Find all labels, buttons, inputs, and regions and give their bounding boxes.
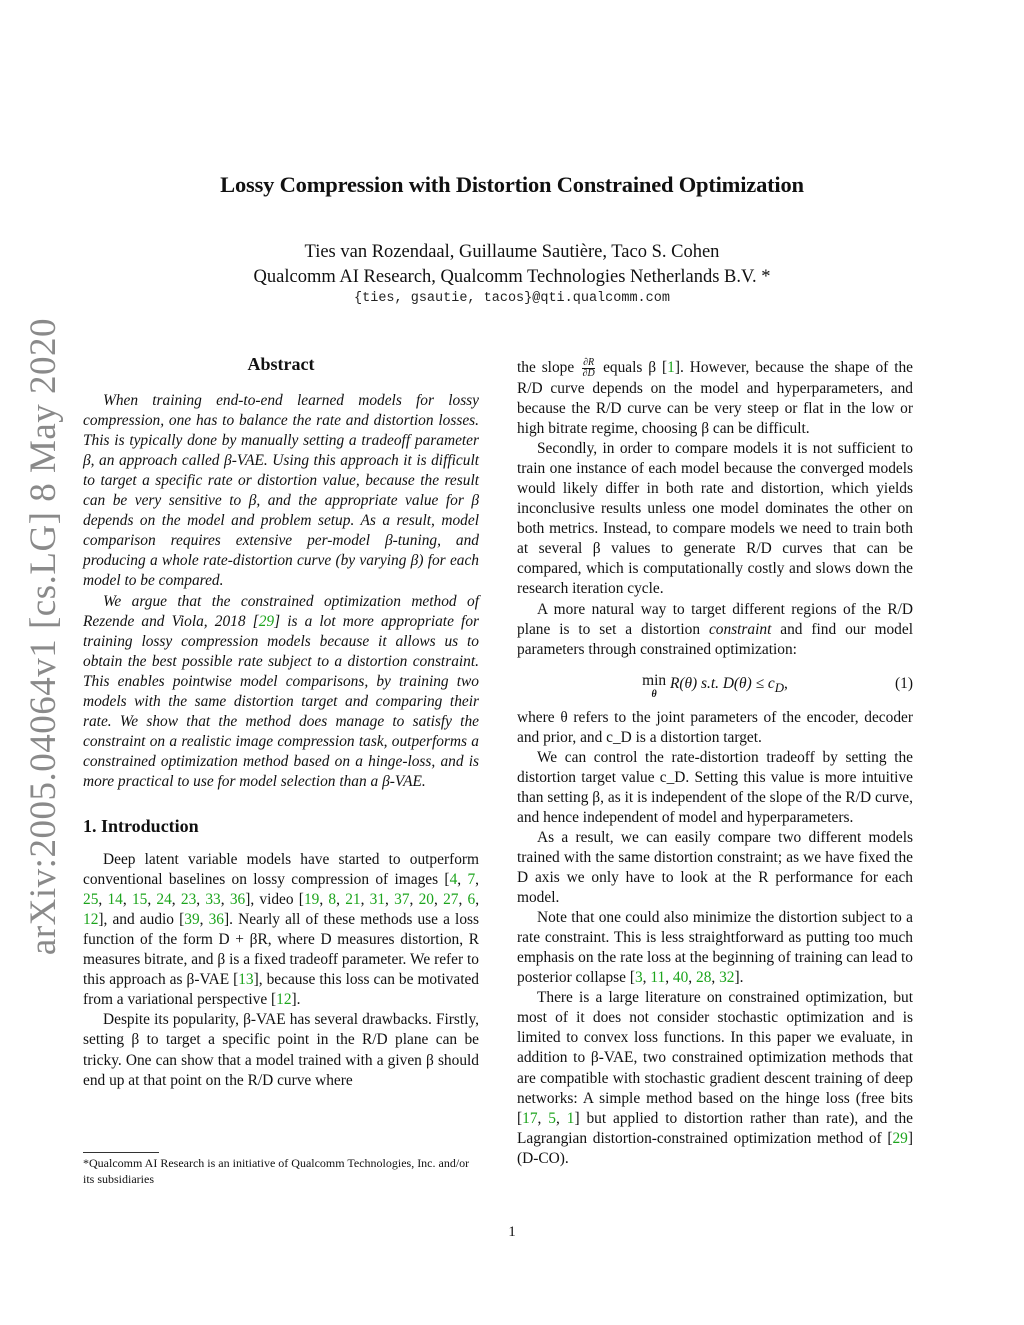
slope-fraction: $\frac{\partial R}{\partial D}$ xyxy=(582,357,595,379)
citation-link[interactable]: 36 xyxy=(229,891,246,909)
citation-link[interactable]: 11 xyxy=(650,969,666,987)
abstract-paragraph: When training end-to-end learned models for lossy compression, one has to balance the rate and distortion losses. This is typically done by manually setting a tradeoff parameter β, an approach called β-VAE. Using this approach it is difficult to target a specific rate or distortion value, because the result can be very sensitive to β, and the appropriate value for β depends on the model and problem setup. As a result, model comparison requires extensive per-model β-tuning, and producing a whole rate-distortion curve (by varying β) for each model to be compared. xyxy=(83,392,479,590)
citation-link[interactable]: 33 xyxy=(205,891,221,909)
body-paragraph: where θ refers to the joint parameters of the encoder, decoder and prior, and c_D is a distortion target. xyxy=(517,708,913,746)
citation-link[interactable]: 25 xyxy=(83,891,99,909)
citation-link[interactable]: 3 xyxy=(634,969,643,987)
left-column xyxy=(83,354,479,1091)
section-heading: 1. Introduction xyxy=(83,815,199,836)
citation-link[interactable]: 6 xyxy=(467,891,476,909)
intro-paragraph: Despite its popularity, β-VAE has several drawbacks. Firstly, setting β to target a specific point in the R/D plane can be tricky. One can show that a model trained with a given β should end up at that point on the R/D curve where xyxy=(83,1011,479,1089)
citation-link[interactable]: 31 xyxy=(369,891,386,909)
citation-link[interactable]: 1 xyxy=(566,1109,575,1127)
citation-link[interactable]: 36 xyxy=(208,911,224,929)
equation-number: (1) xyxy=(895,674,913,692)
citation-link[interactable]: 37 xyxy=(394,891,410,909)
citation-link[interactable]: 39 xyxy=(184,911,200,929)
body-paragraph: the slope $\frac{\partial R}{\partial D}$ equals β [1]. However, because the shape of the R/D curve depends on the model and hyperparameters, and because the R/D curve can be very steep or flat in the low or high bitrate regime, choosing β can be difficult. xyxy=(517,357,913,438)
paper-title: Lossy Compression with Distortion Constrained Optimization xyxy=(220,172,804,197)
footnote: *Qualcomm AI Research is an initiative of Qualcomm Technologies, Inc. and/or its subsidiaries xyxy=(83,1156,470,1186)
citation-link[interactable]: 29 xyxy=(892,1129,908,1147)
citation-link[interactable]: 29 xyxy=(258,612,275,630)
author-email: {ties, gsautie, tacos}@qti.qualcomm.com xyxy=(354,291,670,306)
citation-link[interactable]: 40 xyxy=(672,969,689,987)
citation-link[interactable]: 13 xyxy=(238,971,254,989)
citation-link[interactable]: 15 xyxy=(131,891,148,909)
citation-link[interactable]: 20 xyxy=(418,891,434,909)
abstract-heading: Abstract xyxy=(247,354,315,374)
body-paragraph: A more natural way to target different regions of the R/D plane is to set a distortion constraint and find our model parameters through constrained optimization: xyxy=(517,600,913,658)
body-paragraph: Note that one could also minimize the distortion subject to a rate constraint. This is less straightforward as putting too much emphasis on the rate loss at the beginning of training can lead to posterior collapse [3, 11, 40, 28, 32]. xyxy=(517,909,913,987)
citation-link[interactable]: 12 xyxy=(83,911,99,929)
equation-1: min θ R(θ) s.t. $D(\theta) \le c_D$, (1) xyxy=(642,671,913,700)
page-number: 1 xyxy=(508,1224,516,1240)
body-paragraph: Secondly, in order to compare models it is not sufficient to train one instance of each model because the converged models would likely differ in both rate and distortion, which yields inconclusive results unless one model dominates the other on both metrics. Instead, to compare models we need to train both at several β values to generate R/D curves that can be compared, which is computationally costly and slows down the research iteration cycle. xyxy=(517,440,913,598)
citation-link[interactable]: 19 xyxy=(303,891,320,909)
footnote-rule xyxy=(83,1152,159,1153)
arxiv-stamp: arXiv:2005.04064v1 [cs.LG] 8 May 2020 xyxy=(23,317,65,955)
abstract-paragraph: We argue that the constrained optimization method of Rezende and Viola, 2018 [29] is a lot more appropriate for training lossy compression models because it allows us to obtain the best possible rate subject to a distortion constraint. This enables pointwise model comparisons, by training two models with the same distortion target and comparing their rate. We show that the method does manage to satisfy the constraint on a realistic image compression task, outperforms a constrained optimization method based on a hinge-loss, and is more practical to use for model selection than a β-VAE. xyxy=(83,592,480,790)
citation-link[interactable]: 14 xyxy=(107,891,123,909)
equation-min-operator: min θ xyxy=(642,671,667,700)
right-column xyxy=(517,358,913,1169)
author-block xyxy=(0,240,1024,290)
citation-link[interactable]: 12 xyxy=(276,991,292,1009)
affiliation: Qualcomm AI Research, Qualcomm Technologies Netherlands B.V. * xyxy=(253,267,771,287)
citation-link[interactable]: 24 xyxy=(156,891,172,909)
citation-link[interactable]: 27 xyxy=(443,891,459,909)
citation-link[interactable]: 5 xyxy=(548,1109,556,1127)
body-paragraph: There is a large literature on constrained optimization, but most of it does not consider stochastic optimization and is limited to convex loss functions. In this paper we evaluate, in addition to β-VAE, two constrained optimization methods that are compatible with stochastic gradient descent training of deep networks: A simple method based on the hinge loss (free bits [17, 5, 1] but applied to distortion rather than rate), and the Lagrangian distortion-constrained optimization method of [29] (D-CO). xyxy=(517,989,913,1167)
body-paragraph: As a result, we can easily compare two different models trained with the same distortion constraint; as we have fixed the D axis we only have to look at the R performance for each model. xyxy=(517,828,913,907)
citation-link[interactable]: 17 xyxy=(522,1109,538,1127)
citation-link[interactable]: 23 xyxy=(180,891,197,909)
citation-link[interactable]: 32 xyxy=(719,969,735,987)
citation-link[interactable]: 7 xyxy=(467,871,476,889)
citation-link[interactable]: 21 xyxy=(345,891,361,909)
citation-link[interactable]: 28 xyxy=(696,969,712,987)
abstract xyxy=(83,391,479,792)
citation-link[interactable]: 1 xyxy=(667,359,675,377)
body-paragraph: We can control the rate-distortion tradeoff by setting the distortion target value c_D. Setting this value is more intuitive than setting β, as it is independent of the slope of the R/D curve, and hence independent of model and hyperparameters. xyxy=(517,748,913,826)
citation-link[interactable]: 4 xyxy=(449,871,458,889)
author-names: Ties van Rozendaal, Guillaume Sautière, Taco S. Cohen xyxy=(304,242,720,262)
intro-paragraph: Deep latent variable models have started to outperform conventional baselines on lossy compression of images [4, 7, 25, 14, 15, 24, 23, 33, 36], video [19, 8, 21, 31, 37, 20, 27, 6, 12], and audio [39, 36]. Nearly all of these methods use a loss function of the form D + βR, where D measures distortion, R measures bitrate, and β is a fixed tradeoff parameter. We refer to this approach as β-VAE [13], because this loss can be motivated from a variational perspective [12]. xyxy=(83,851,480,1009)
citation-link[interactable]: 8 xyxy=(328,891,337,909)
